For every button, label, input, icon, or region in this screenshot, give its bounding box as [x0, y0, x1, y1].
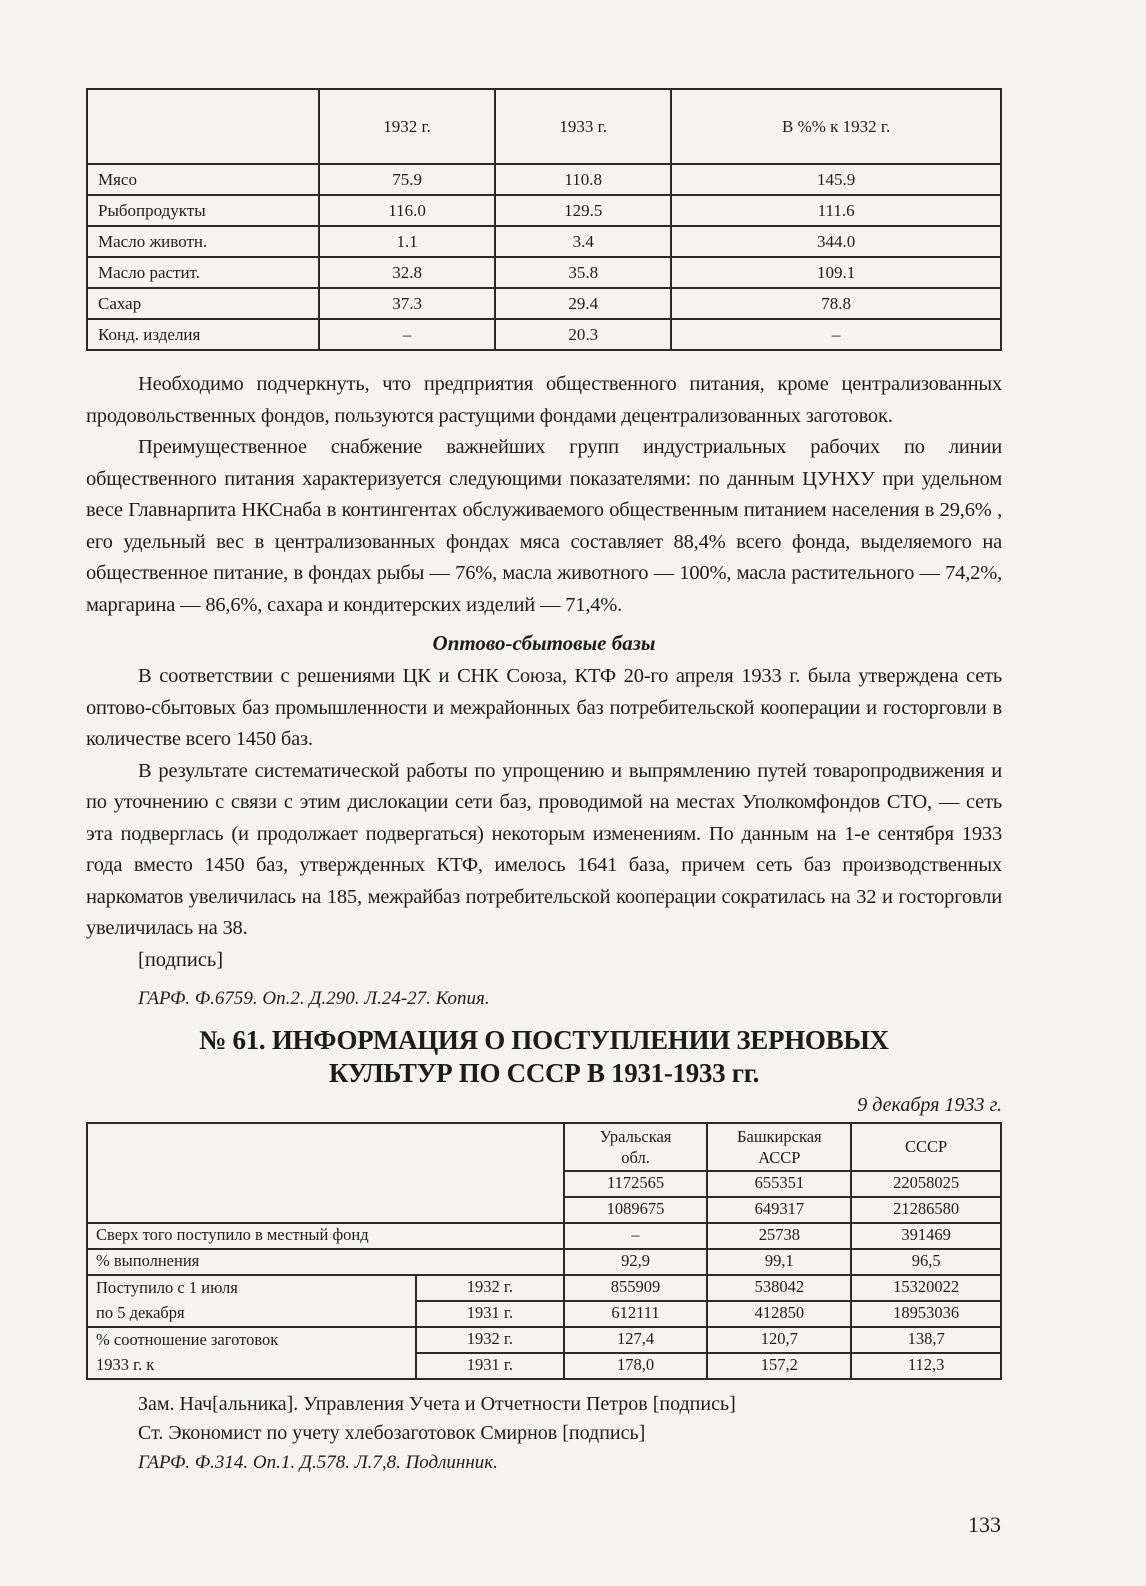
cell-bashkir: 655351 [707, 1171, 851, 1197]
row-sublabel: 1931 г. [416, 1353, 564, 1379]
signature-line-2: Ст. Экономист по учету хлебозаготовок Смирнов [подпись] [138, 1421, 646, 1444]
cell-1932: 75.9 [319, 164, 495, 195]
cell-ussr: 18953036 [851, 1301, 1001, 1327]
cell-bashkir: 120,7 [707, 1327, 851, 1353]
section-title: Оптово-сбытовые базы [432, 631, 656, 655]
header-line: Уральская [599, 1126, 672, 1146]
table-row [87, 226, 1001, 257]
document-page [86, 88, 1002, 1478]
document-title [86, 1024, 1002, 1090]
table-header-row [87, 89, 1001, 164]
header-cell-pct: В %% к 1932 г. [671, 89, 1001, 164]
cell-1932: 1.1 [319, 226, 495, 257]
cell-ussr: 96,5 [851, 1249, 1001, 1275]
cell-ussr: 22058025 [851, 1171, 1001, 1197]
cell-1933: 20.3 [495, 319, 671, 350]
cell-bashkir: 649317 [707, 1197, 851, 1223]
cell-1932: 37.3 [319, 288, 495, 319]
row-label: % соотношение заготовок [87, 1327, 416, 1353]
signature: [подпись] [138, 948, 224, 971]
table-row [87, 1327, 1001, 1353]
cell-bashkir: 25738 [707, 1223, 851, 1249]
header-cell-empty [87, 89, 319, 164]
table-row [87, 164, 1001, 195]
cell-bashkir: 157,2 [707, 1353, 851, 1379]
table-row [87, 1249, 1001, 1275]
cell-ural: 178,0 [564, 1353, 708, 1379]
row-label: 1933 г. к [87, 1353, 416, 1379]
row-sublabel: 1932 г. [416, 1327, 564, 1353]
header-line: Башкирская [737, 1126, 822, 1146]
cell-ural: 855909 [564, 1275, 708, 1301]
row-label: % выполнения [87, 1249, 564, 1275]
cell-1932: 32.8 [319, 257, 495, 288]
row-sublabel: 1932 г. [416, 1275, 564, 1301]
row-label: Конд. изделия [87, 319, 319, 350]
signature-line-1: Зам. Нач[альника]. Управления Учета и Отчетности Петров [подпись] [138, 1392, 736, 1415]
cell-pct: 78.8 [671, 288, 1001, 319]
cell-ural: 1172565 [564, 1171, 708, 1197]
cell-ussr: 21286580 [851, 1197, 1001, 1223]
row-label: Мясо [87, 164, 319, 195]
cell-pct: 145.9 [671, 164, 1001, 195]
table-row [87, 195, 1001, 226]
cell-ural: 1089675 [564, 1197, 708, 1223]
cell-1932: – [319, 319, 495, 350]
table-row [87, 1301, 1001, 1327]
cell-1933: 3.4 [495, 226, 671, 257]
row-label: Сахар [87, 288, 319, 319]
cell-ural: 92,9 [564, 1249, 708, 1275]
row-label: Сверх того поступило в местный фонд [87, 1223, 564, 1249]
cell-pct: – [671, 319, 1001, 350]
header-cell-bashkir [707, 1123, 851, 1171]
header-cell-1932: 1932 г. [319, 89, 495, 164]
header-cell-ural [564, 1123, 708, 1171]
cell-ussr: 138,7 [851, 1327, 1001, 1353]
row-sublabel: 1931 г. [416, 1301, 564, 1327]
row-label: Масло животн. [87, 226, 319, 257]
header-cell-ussr: СССР [851, 1123, 1001, 1171]
paragraph: Необходимо подчеркнуть, что предприятия общественного питания, кроме централизованных продовольственных фондов, пользуются растущими фондами децентрализованных заготовок. [86, 373, 1002, 427]
archive-reference: ГАРФ. Ф.314. Оп.1. Д.578. Л.7,8. Подлинник. [138, 1451, 498, 1473]
table-row [87, 1223, 1001, 1249]
cell-ussr: 391469 [851, 1223, 1001, 1249]
header-cell-empty [87, 1123, 564, 1223]
paragraph: В результате систематической работы по упрощению и выпрямлению путей товаропродвижения и по уточнению с связи с этим дислокации сети баз, проводимой на местах Уполкомфондов СТО, — сеть эта подверглась (и продолжает подвергаться) некоторым изменениям. По данным на 1-е сентября 1933 года вместо 1450 баз, утвержденных КТФ, имелось 1641 база, причем сеть баз производственных наркоматов увеличилась на 185, межрайбаз потребительской кооперации сократилась на 32 и госторговли увеличилась на 38. [86, 759, 1002, 939]
cell-pct: 344.0 [671, 226, 1001, 257]
document-title-line-1: № 61. ИНФОРМАЦИЯ О ПОСТУПЛЕНИИ ЗЕРНОВЫХ [199, 1024, 889, 1055]
cell-pct: 109.1 [671, 257, 1001, 288]
table-row [87, 1353, 1001, 1379]
table-row [87, 319, 1001, 350]
paragraph: В соответствии с решениями ЦК и СНК Союза, КТФ 20-го апреля 1933 г. была утверждена сеть оптово-сбытовых баз промышленности и межрайонных баз потребительской кооперации и госторговли в количестве всего 1450 баз. [86, 665, 1002, 750]
table-row [87, 1275, 1001, 1301]
document-date: 9 декабря 1933 г. [857, 1093, 1002, 1116]
cell-1932: 116.0 [319, 195, 495, 226]
cell-ussr: 112,3 [851, 1353, 1001, 1379]
table-row [87, 257, 1001, 288]
cell-bashkir: 412850 [707, 1301, 851, 1327]
grain-table [86, 1122, 1002, 1380]
row-label: по 5 декабря [87, 1301, 416, 1327]
cell-pct: 111.6 [671, 195, 1001, 226]
cell-1933: 29.4 [495, 288, 671, 319]
cell-bashkir: 538042 [707, 1275, 851, 1301]
archive-reference: ГАРФ. Ф.6759. Оп.2. Д.290. Л.24-27. Копия. [138, 987, 490, 1009]
cell-ural: 127,4 [564, 1327, 708, 1353]
cell-1933: 129.5 [495, 195, 671, 226]
header-line: обл. [621, 1147, 650, 1167]
row-label: Масло растит. [87, 257, 319, 288]
cell-1933: 110.8 [495, 164, 671, 195]
row-label: Поступило с 1 июля [87, 1275, 416, 1301]
cell-ural: – [564, 1223, 708, 1249]
header-line: АССР [758, 1147, 801, 1167]
cell-bashkir: 99,1 [707, 1249, 851, 1275]
prices-table [86, 88, 1002, 351]
header-cell-1933: 1933 г. [495, 89, 671, 164]
cell-1933: 35.8 [495, 257, 671, 288]
table-row [87, 288, 1001, 319]
cell-ural: 612111 [564, 1301, 708, 1327]
document-title-line-2: КУЛЬТУР ПО СССР В 1931-1933 гг. [328, 1057, 760, 1088]
cell-ussr: 15320022 [851, 1275, 1001, 1301]
paragraph: Преимущественное снабжение важнейших групп индустриальных рабочих по линии общественного питания характеризуется следующими показателями: по данным ЦУНХУ при удельном весе Главнарпита НКСнаба в контингентах обслуживаемого общественным питанием населения в 29,6% , его удельный вес в централизованных фондах мяса составляет 88,4% всего фонда, выделяемого на общественное питание, в фондах рыбы — 76%, масла животного — 100%, масла растительного — 74,2%, маргарина — 86,6%, сахара и кондитерских изделий — 71,4%. [86, 436, 1002, 616]
row-label: Рыбопродукты [87, 195, 319, 226]
table-header-row [87, 1123, 1001, 1171]
page-number: 133 [968, 1512, 1001, 1537]
